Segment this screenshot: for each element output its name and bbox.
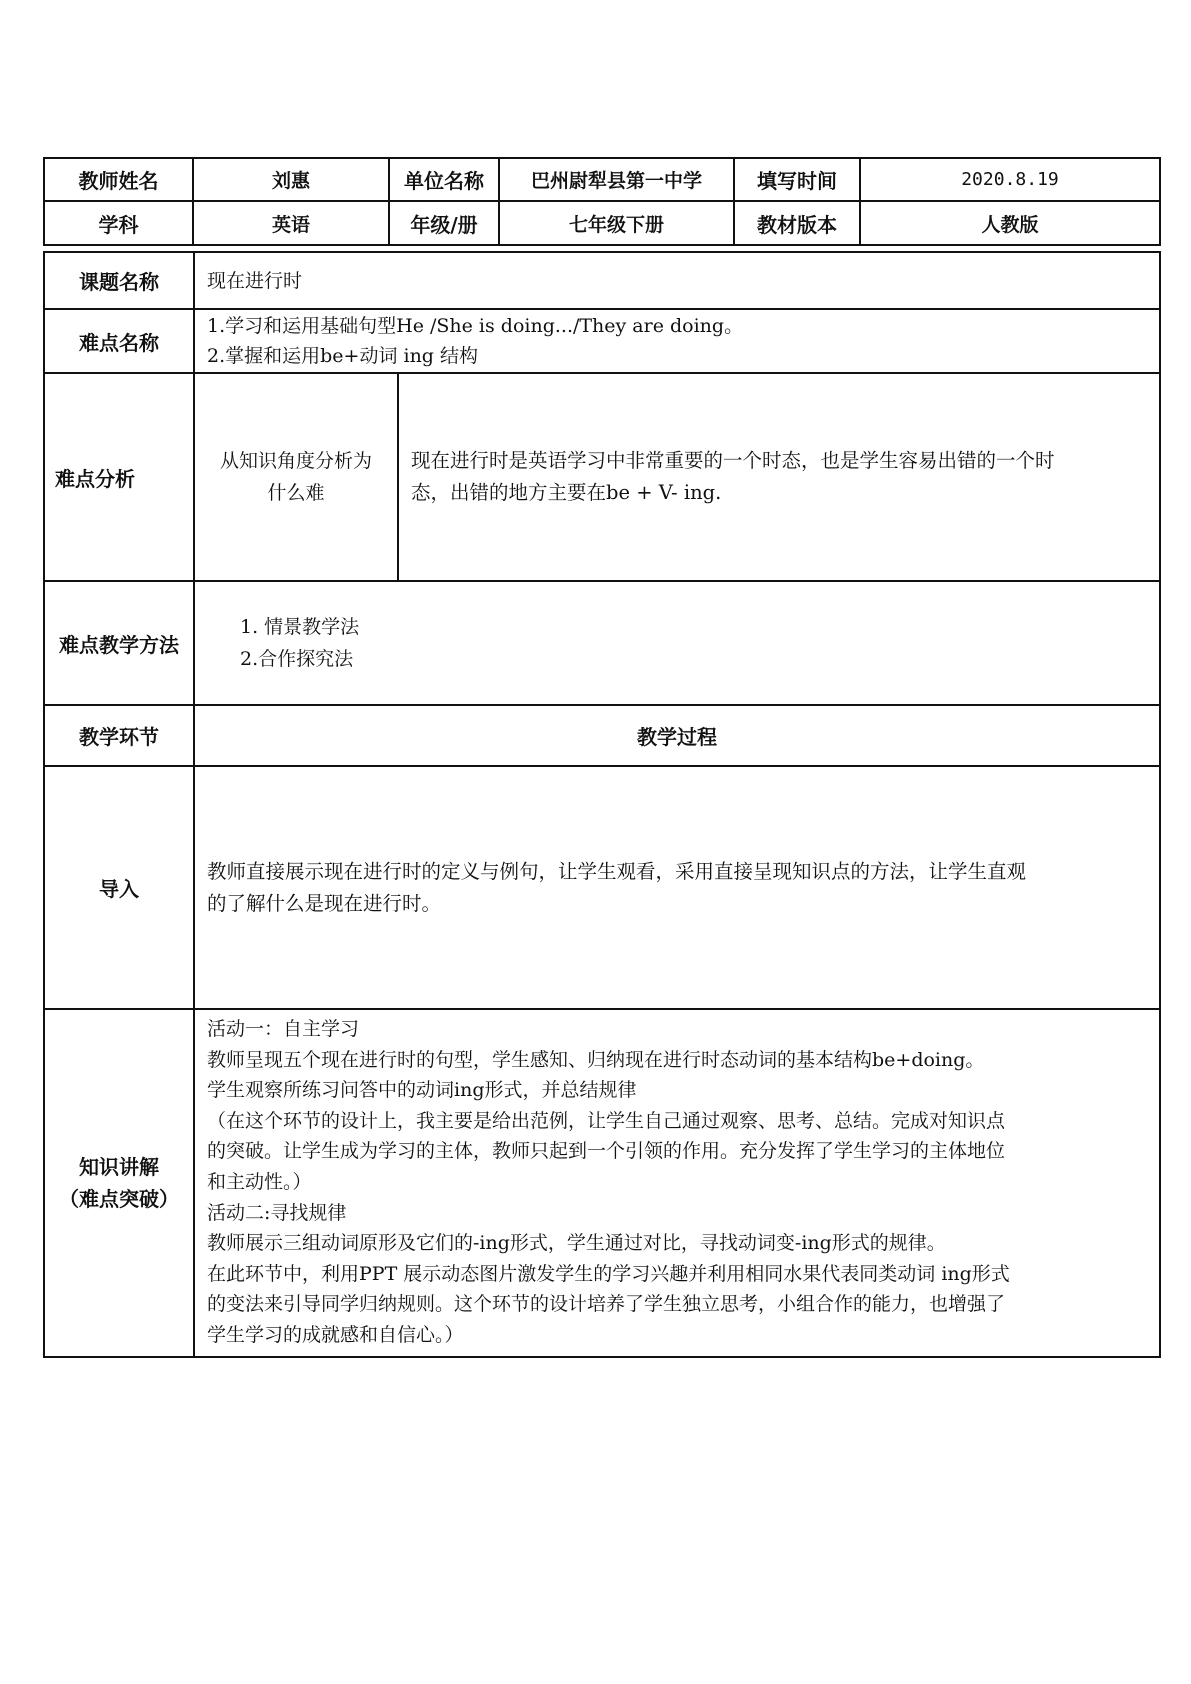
difficulty-line-1: 1.学习和运用基础句型He /She is doing.../They are doing。 (207, 315, 744, 337)
analysis-row (44, 373, 1160, 581)
knowledge-label-line-1: 知识讲解 (79, 1155, 159, 1179)
subject-value: 英语 (193, 201, 389, 245)
header-row-1 (44, 158, 1160, 201)
fill-time-value: 2020.8.19 (860, 158, 1160, 201)
topic-value: 现在进行时 (194, 252, 1160, 309)
unit-label: 单位名称 (389, 158, 499, 201)
grade-value: 七年级下册 (499, 201, 734, 245)
topic-row (44, 252, 1160, 309)
knowledge-line-4: （在这个环节的设计上，我主要是给出范例，让学生自己通过观察、思考、总结。完成对知识点 (207, 1109, 1006, 1132)
intro-content (194, 766, 1160, 1009)
knowledge-line-9: 在此环节中，利用PPT 展示动态图片激发学生的学习兴趣并利用相同水果代表同类动词 ing形式 (207, 1262, 1010, 1285)
edition-value: 人教版 (860, 201, 1160, 245)
knowledge-line-11: 学生学习的成就感和自信心。） (207, 1323, 464, 1346)
knowledge-line-5: 的突破。让学生成为学习的主体，教师只起到一个引领的作用。充分发挥了学生学习的主体地位 (207, 1140, 1006, 1163)
stage-header-row (44, 705, 1160, 766)
knowledge-line-2: 教师呈现五个现在进行时的句型，学生感知、归纳现在进行时态动词的基本结构be+doing。 (207, 1048, 985, 1071)
knowledge-row (44, 1009, 1160, 1357)
topic-label: 课题名称 (44, 252, 194, 309)
intro-line-1: 教师直接展示现在进行时的定义与例句，让学生观看，采用直接呈现知识点的方法，让学生直观 (207, 859, 1027, 883)
stage-label: 教学环节 (44, 705, 194, 766)
subject-label: 学科 (44, 201, 193, 245)
knowledge-line-8: 教师展示三组动词原形及它们的-ing形式，学生通过对比，寻找动词变-ing形式的规律。 (207, 1232, 946, 1255)
teacher-name-label: 教师姓名 (44, 158, 193, 201)
grade-label: 年级/册 (389, 201, 499, 245)
method-content (194, 581, 1160, 705)
analysis-line-1: 现在进行时是英语学习中非常重要的一个时态，也是学生容易出错的一个时 (411, 449, 1055, 472)
analysis-sub-label-line-1: 从知识角度分析为 (219, 450, 372, 472)
method-line-2: 2.合作探究法 (240, 648, 354, 670)
fill-time-label: 填写时间 (734, 158, 860, 201)
knowledge-label (44, 1009, 194, 1357)
difficulty-line-2: 2.掌握和运用be+动词 ing 结构 (207, 345, 479, 367)
knowledge-label-line-2: （难点突破） (59, 1187, 179, 1211)
knowledge-line-10: 的变法来引导同学归纳规则。这个环节的设计培养了学生独立思考，小组合作的能力，也增强了 (207, 1293, 1006, 1316)
teacher-name-value: 刘惠 (193, 158, 389, 201)
lesson-content-table (43, 251, 1161, 1358)
intro-line-2: 的了解什么是现在进行时。 (207, 891, 442, 915)
analysis-sub-label (194, 373, 398, 581)
edition-label: 教材版本 (734, 201, 860, 245)
lesson-plan-sheet (43, 157, 1159, 1358)
unit-value: 巴州尉犁县第一中学 (499, 158, 734, 201)
analysis-content (398, 373, 1160, 581)
intro-label: 导入 (44, 766, 194, 1009)
knowledge-line-6: 和主动性。） (207, 1170, 312, 1193)
analysis-line-2: 态，出错的地方主要在be + V- ing. (411, 481, 722, 504)
method-row (44, 581, 1160, 705)
analysis-sub-label-line-2: 什么难 (267, 482, 325, 504)
intro-row (44, 766, 1160, 1009)
process-label: 教学过程 (194, 705, 1160, 766)
difficulty-content (194, 309, 1160, 373)
header-info-table (43, 157, 1161, 246)
difficulty-row (44, 309, 1160, 373)
difficulty-label: 难点名称 (44, 309, 194, 373)
knowledge-line-3: 学生观察所练习问答中的动词ing形式，并总结规律 (207, 1079, 637, 1102)
header-row-2 (44, 201, 1160, 245)
analysis-label: 难点分析 (44, 373, 194, 581)
knowledge-line-7: 活动二:寻找规律 (207, 1201, 347, 1224)
method-line-1: 1. 情景教学法 (240, 616, 360, 638)
method-label: 难点教学方法 (44, 581, 194, 705)
knowledge-content (194, 1009, 1160, 1357)
knowledge-line-1: 活动一：自主学习 (207, 1018, 360, 1040)
